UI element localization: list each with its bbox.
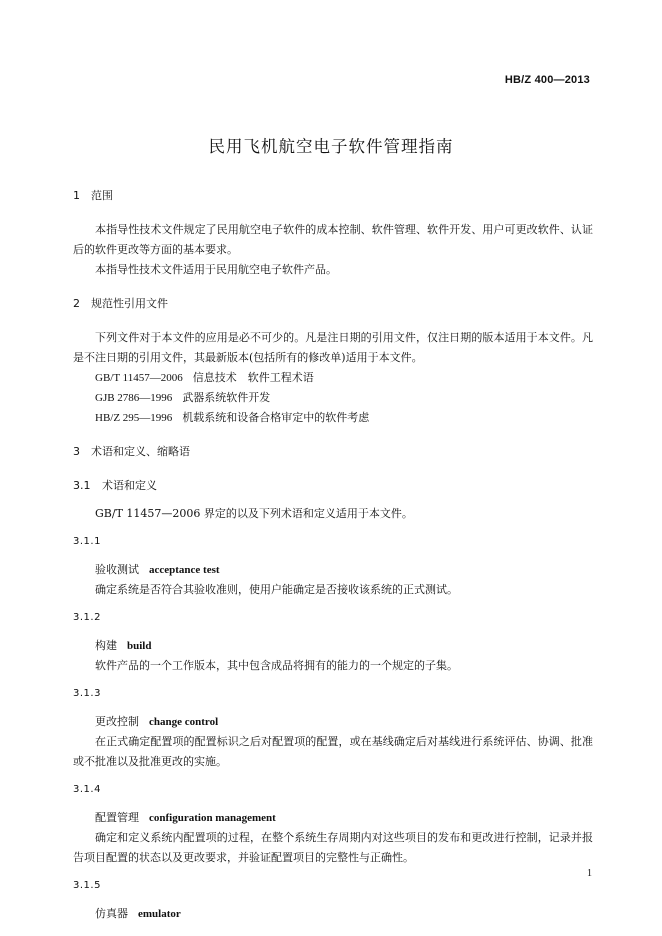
section-number: 3 [73, 445, 80, 458]
reference-title: 武器系统软件开发 [182, 391, 271, 404]
term-chinese: 配置管理 [95, 811, 139, 824]
term-entry [73, 560, 593, 580]
section-2-heading [73, 294, 593, 314]
term-number: 3.1.5 [73, 880, 101, 891]
reference-title: 机载系统和设备合格审定中的软件考虑 [182, 411, 370, 424]
section-title: 范围 [91, 189, 113, 202]
term-english: build [127, 640, 152, 652]
term-chinese: 验收测试 [95, 563, 139, 576]
term-definition: 确定系统是否符合其验收准则，使用户能确定是否接收该系统的正式测试。 [95, 583, 458, 596]
term-number: 3.1.1 [73, 536, 101, 547]
section-3-heading [73, 442, 593, 462]
subsection-title: 术语和定义 [102, 479, 157, 492]
reference-item [73, 388, 593, 408]
section-title: 规范性引用文件 [91, 297, 168, 310]
term-english: acceptance test [149, 564, 220, 576]
standard-code: HB/Z 400—2013 [504, 74, 590, 86]
section-title: 术语和定义、缩略语 [91, 445, 190, 458]
term-entry [73, 712, 593, 732]
term-entry [73, 904, 593, 924]
term-definition: 在正式确定配置项的配置标识之后对配置项的配置，或在基线确定后对基线进行系统评估、协调、批准或不批准以及批准更改的实施。 [73, 735, 593, 768]
scope-paragraph-2: 本指导性技术文件适用于民用航空电子软件产品。 [95, 263, 337, 276]
reference-code: GB/T 11457—2006 [95, 372, 183, 384]
document-body [73, 186, 593, 924]
term-chinese: 仿真器 [95, 907, 128, 920]
references-paragraph: 下列文件对于本文件的应用是必不可少的。凡是注日期的引用文件，仅注日期的版本适用于本文件。凡是不注日期的引用文件，其最新版本(包括所有的修改单)适用于本文件。 [73, 331, 593, 364]
section-number: 1 [73, 189, 80, 202]
reference-item [73, 408, 593, 428]
term-number: 3.1.3 [73, 688, 101, 699]
term-entry [73, 808, 593, 828]
subsection-3-1-heading [73, 476, 593, 496]
scope-paragraph-1: 本指导性技术文件规定了民用航空电子软件的成本控制、软件管理、软件开发、用户可更改软件、认证后的软件更改等方面的基本要求。 [73, 223, 593, 256]
reference-title: 信息技术 软件工程术语 [192, 371, 314, 384]
document-title: 民用飞机航空电子软件管理指南 [208, 137, 454, 156]
section-number: 2 [73, 297, 80, 310]
term-english: change control [149, 716, 219, 728]
term-entry [73, 636, 593, 656]
term-definition: 软件产品的一个工作版本，其中包含成品将拥有的能力的一个规定的子集。 [95, 659, 458, 672]
term-number: 3.1.4 [73, 784, 101, 795]
term-english: emulator [138, 908, 181, 920]
page-number: 1 [587, 868, 592, 879]
reference-item [73, 368, 593, 388]
terms-intro: GB/T 11457—2006 界定的以及下列术语和定义适用于本文件。 [95, 507, 413, 520]
term-number: 3.1.2 [73, 612, 101, 623]
term-english: configuration management [149, 812, 276, 824]
subsection-number: 3.1 [73, 479, 91, 492]
term-chinese: 构建 [95, 639, 117, 652]
term-chinese: 更改控制 [95, 715, 139, 728]
section-1-heading [73, 186, 593, 206]
reference-code: HB/Z 295—1996 [95, 412, 173, 424]
term-definition: 确定和定义系统内配置项的过程，在整个系统生存周期内对这些项目的发布和更改进行控制，记录并报告项目配置的状态以及更改要求，并验证配置项目的完整性与正确性。 [73, 831, 593, 864]
reference-code: GJB 2786—1996 [95, 392, 173, 404]
